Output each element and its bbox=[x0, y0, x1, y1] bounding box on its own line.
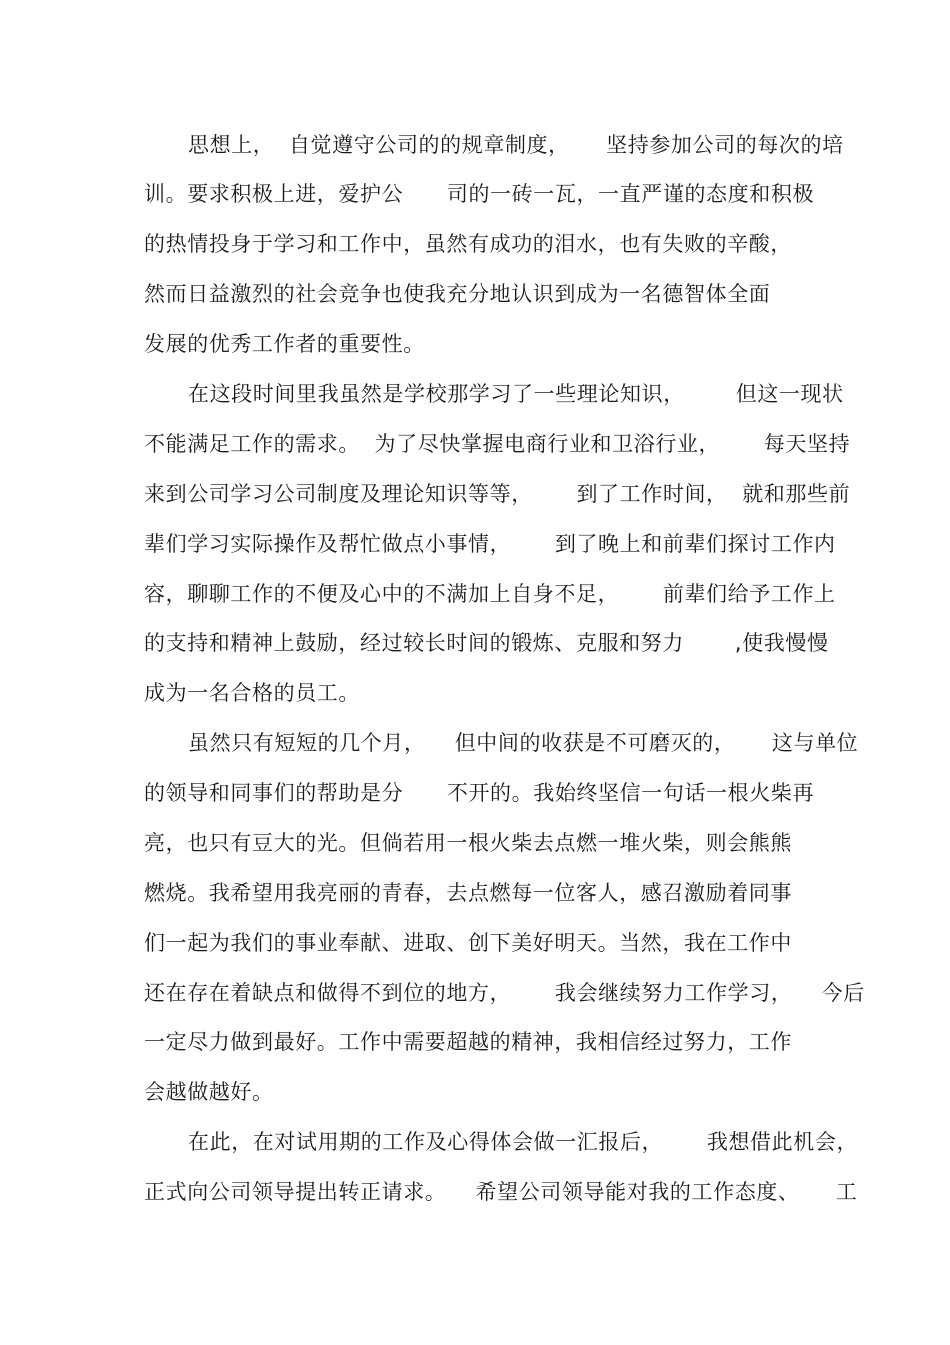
paragraph-3-line-3: 亮，也只有豆大的光。但倘若用一根火柴去点燃一堆火柴，则会熊熊 bbox=[144, 831, 792, 855]
paragraph-1-line-2: 训。要求积极上进，爱护公 司的一砖一瓦，一直严谨的态度和积极 bbox=[144, 182, 815, 206]
paragraph-3-line-2: 的领导和同事们的帮助是分 不开的。我始终坚信一句话一根火柴再 bbox=[144, 781, 815, 805]
paragraph-2-line-1: 在这段时间里我虽然是学校那学习了一些理论知识， 但这一现状 bbox=[188, 382, 844, 406]
paragraph-2-line-4: 辈们学习实际操作及帮忙做点小事情， 到了晚上和前辈们探讨工作内 bbox=[144, 532, 836, 556]
paragraph-2-line-3: 来到公司学习公司制度及理论知识等等， 到了工作时间， 就和那些前 bbox=[144, 482, 851, 506]
paragraph-1-line-1: 思想上， 自觉遵守公司的的规章制度， 坚持参加公司的每次的培 bbox=[188, 133, 844, 157]
paragraph-3-line-8: 会越做越好。 bbox=[144, 1080, 274, 1104]
paragraph-4-line-2: 正式向公司领导提出转正请求。 希望公司领导能对我的工作态度、 工 bbox=[144, 1180, 858, 1204]
paragraph-3-line-5: 们一起为我们的事业奉献、进取、创下美好明天。当然，我在工作中 bbox=[144, 931, 792, 955]
paragraph-1-line-5: 发展的优秀工作者的重要性。 bbox=[144, 332, 425, 356]
paragraph-2-line-5: 容，聊聊工作的不便及心中的不满加上自身不足， 前辈们给予工作上 bbox=[144, 582, 836, 606]
paragraph-2-line-2: 不能满足工作的需求。 为了尽快掌握电商行业和卫浴行业， 每天坚持 bbox=[144, 432, 851, 456]
paragraph-4-line-1: 在此，在对试用期的工作及心得体会做一汇报后， 我想借此机会， bbox=[188, 1130, 859, 1154]
paragraph-3-line-6: 还在存在着缺点和做得不到位的地方， 我会继续努力工作学习， 今后 bbox=[144, 981, 865, 1005]
paragraph-3-line-1: 虽然只有短短的几个月， 但中间的收获是不可磨灭的， 这与单位 bbox=[188, 731, 859, 755]
paragraph-1-line-3: 的热情投身于学习和工作中，虽然有成功的泪水，也有失败的辛酸， bbox=[144, 232, 792, 256]
paragraph-2-line-6: 的支持和精神上鼓励，经过较长时间的锻炼、克服和努力 ,使我慢慢 bbox=[144, 631, 829, 655]
paragraph-3-line-7: 一定尽力做到最好。工作中需要超越的精神，我相信经过努力，工作 bbox=[144, 1030, 792, 1054]
paragraph-2-line-7: 成为一名合格的员工。 bbox=[144, 681, 360, 705]
paragraph-3-line-4: 燃烧。我希望用我亮丽的青春，去点燃每一位客人，感召激励着同事 bbox=[144, 881, 792, 905]
paragraph-1-line-4: 然而日益激烈的社会竞争也使我充分地认识到成为一名德智体全面 bbox=[144, 282, 771, 306]
